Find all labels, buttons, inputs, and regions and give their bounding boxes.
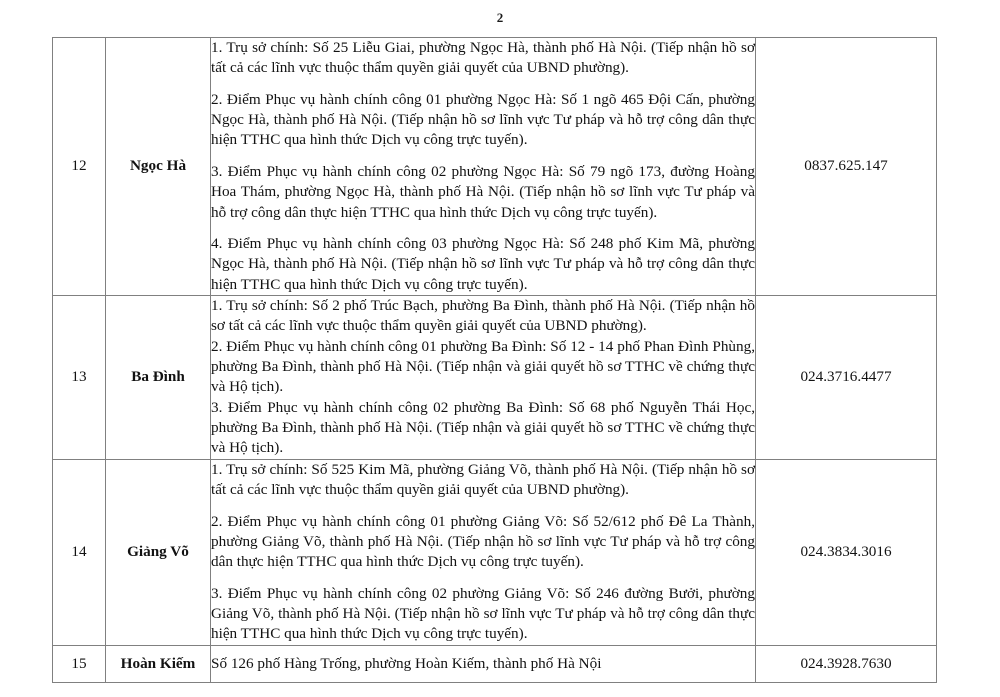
row-index-cell: 15 <box>53 645 106 682</box>
address-cell <box>211 459 756 645</box>
table-row <box>53 645 937 682</box>
address-paragraph: 4. Điểm Phục vụ hành chính công 03 phường Ngọc Hà: Số 248 phố Kim Mã, phường Ngọc Hà, thành phố Hà Nội. (Tiếp nhận hồ sơ lĩnh vực Tư pháp và hỗ trợ công dân thực hiện TTHC qua hình thức Dịch vụ công trực tuyến). <box>211 234 755 293</box>
address-paragraph: 3. Điểm Phục vụ hành chính công 02 phường Ngọc Hà: Số 79 ngõ 173, đường Hoàng Hoa Thám, phường Ngọc Hà, thành phố Hà Nội. (Tiếp nhận hồ sơ lĩnh vực Tư pháp và hỗ trợ công dân thực hiện TTHC qua hình thức Dịch vụ công trực tuyến). <box>211 162 755 221</box>
address-paragraph: 1. Trụ sở chính: Số 2 phố Trúc Bạch, phường Ba Đình, thành phố Hà Nội. (Tiếp nhận hồ sơ tất cả các lĩnh vực thuộc thẩm quyền giải quyết của UBND phường). <box>211 296 755 335</box>
address-cell <box>211 645 756 682</box>
phone-number-cell: 024.3716.4477 <box>756 295 937 459</box>
address-paragraph: 3. Điểm Phục vụ hành chính công 02 phường Ba Đình: Số 68 phố Nguyễn Thái Học, phường Ba Đình, thành phố Hà Nội. (Tiếp nhận và giải quyết hồ sơ TTHC về chứng thực và Hộ tịch). <box>211 398 755 457</box>
table-body <box>53 38 937 683</box>
address-paragraph: 2. Điểm Phục vụ hành chính công 01 phường Ngọc Hà: Số 1 ngõ 465 Đội Cấn, phường Ngọc Hà, thành phố Hà Nội. (Tiếp nhận hồ sơ lĩnh vực Tư pháp và hỗ trợ công dân thực hiện TTHC qua hình thức Dịch vụ công trực tuyến). <box>211 90 755 149</box>
ward-name-cell: Hoàn Kiếm <box>106 645 211 682</box>
address-paragraph: 2. Điểm Phục vụ hành chính công 01 phường Giảng Võ: Số 52/612 phố Đê La Thành, phường Giảng Võ, thành phố Hà Nội. (Tiếp nhận hồ sơ lĩnh vực Tư pháp và hỗ trợ công dân thực hiện TTHC qua hình thức Dịch vụ công trực tuyến). <box>211 512 755 571</box>
address-paragraph: 1. Trụ sở chính: Số 525 Kim Mã, phường Giảng Võ, thành phố Hà Nội. (Tiếp nhận hồ sơ tất cả các lĩnh vực thuộc thẩm quyền giải quyết của UBND phường). <box>211 460 755 499</box>
address-cell <box>211 295 756 459</box>
row-index-cell: 14 <box>53 459 106 645</box>
page-number: 2 <box>496 10 504 25</box>
table-row <box>53 38 937 296</box>
address-paragraph: 2. Điểm Phục vụ hành chính công 01 phường Ba Đình: Số 12 - 14 phố Phan Đình Phùng, phường Ba Đình, thành phố Hà Nội. (Tiếp nhận và giải quyết hồ sơ TTHC về chứng thực và Hộ tịch). <box>211 337 755 396</box>
ward-name-cell: Giảng Võ <box>106 459 211 645</box>
phone-number-cell: 0837.625.147 <box>756 38 937 296</box>
ward-name-cell: Ba Đình <box>106 295 211 459</box>
address-paragraph: 3. Điểm Phục vụ hành chính công 02 phường Giảng Võ: Số 246 đường Bưởi, phường Giảng Võ, thành phố Hà Nội. (Tiếp nhận hồ sơ lĩnh vực Tư pháp và hỗ trợ công dân thực hiện TTHC qua hình thức Dịch vụ công trực tuyến). <box>211 584 755 643</box>
address-cell <box>211 38 756 296</box>
row-index-cell: 13 <box>53 295 106 459</box>
ward-name-cell: Ngọc Hà <box>106 38 211 296</box>
phone-number-cell: 024.3928.7630 <box>756 645 937 682</box>
table-row <box>53 459 937 645</box>
administrative-offices-table <box>52 37 937 683</box>
administrative-offices-table-container <box>52 37 936 683</box>
address-paragraph: Số 126 phố Hàng Trống, phường Hoàn Kiếm, thành phố Hà Nội <box>211 654 602 672</box>
address-paragraph: 1. Trụ sở chính: Số 25 Liễu Giai, phường Ngọc Hà, thành phố Hà Nội. (Tiếp nhận hồ sơ tất cả các lĩnh vực thuộc thẩm quyền giải quyết của UBND phường). <box>211 39 755 77</box>
phone-number-cell: 024.3834.3016 <box>756 459 937 645</box>
table-row <box>53 295 937 459</box>
row-index-cell: 12 <box>53 38 106 296</box>
